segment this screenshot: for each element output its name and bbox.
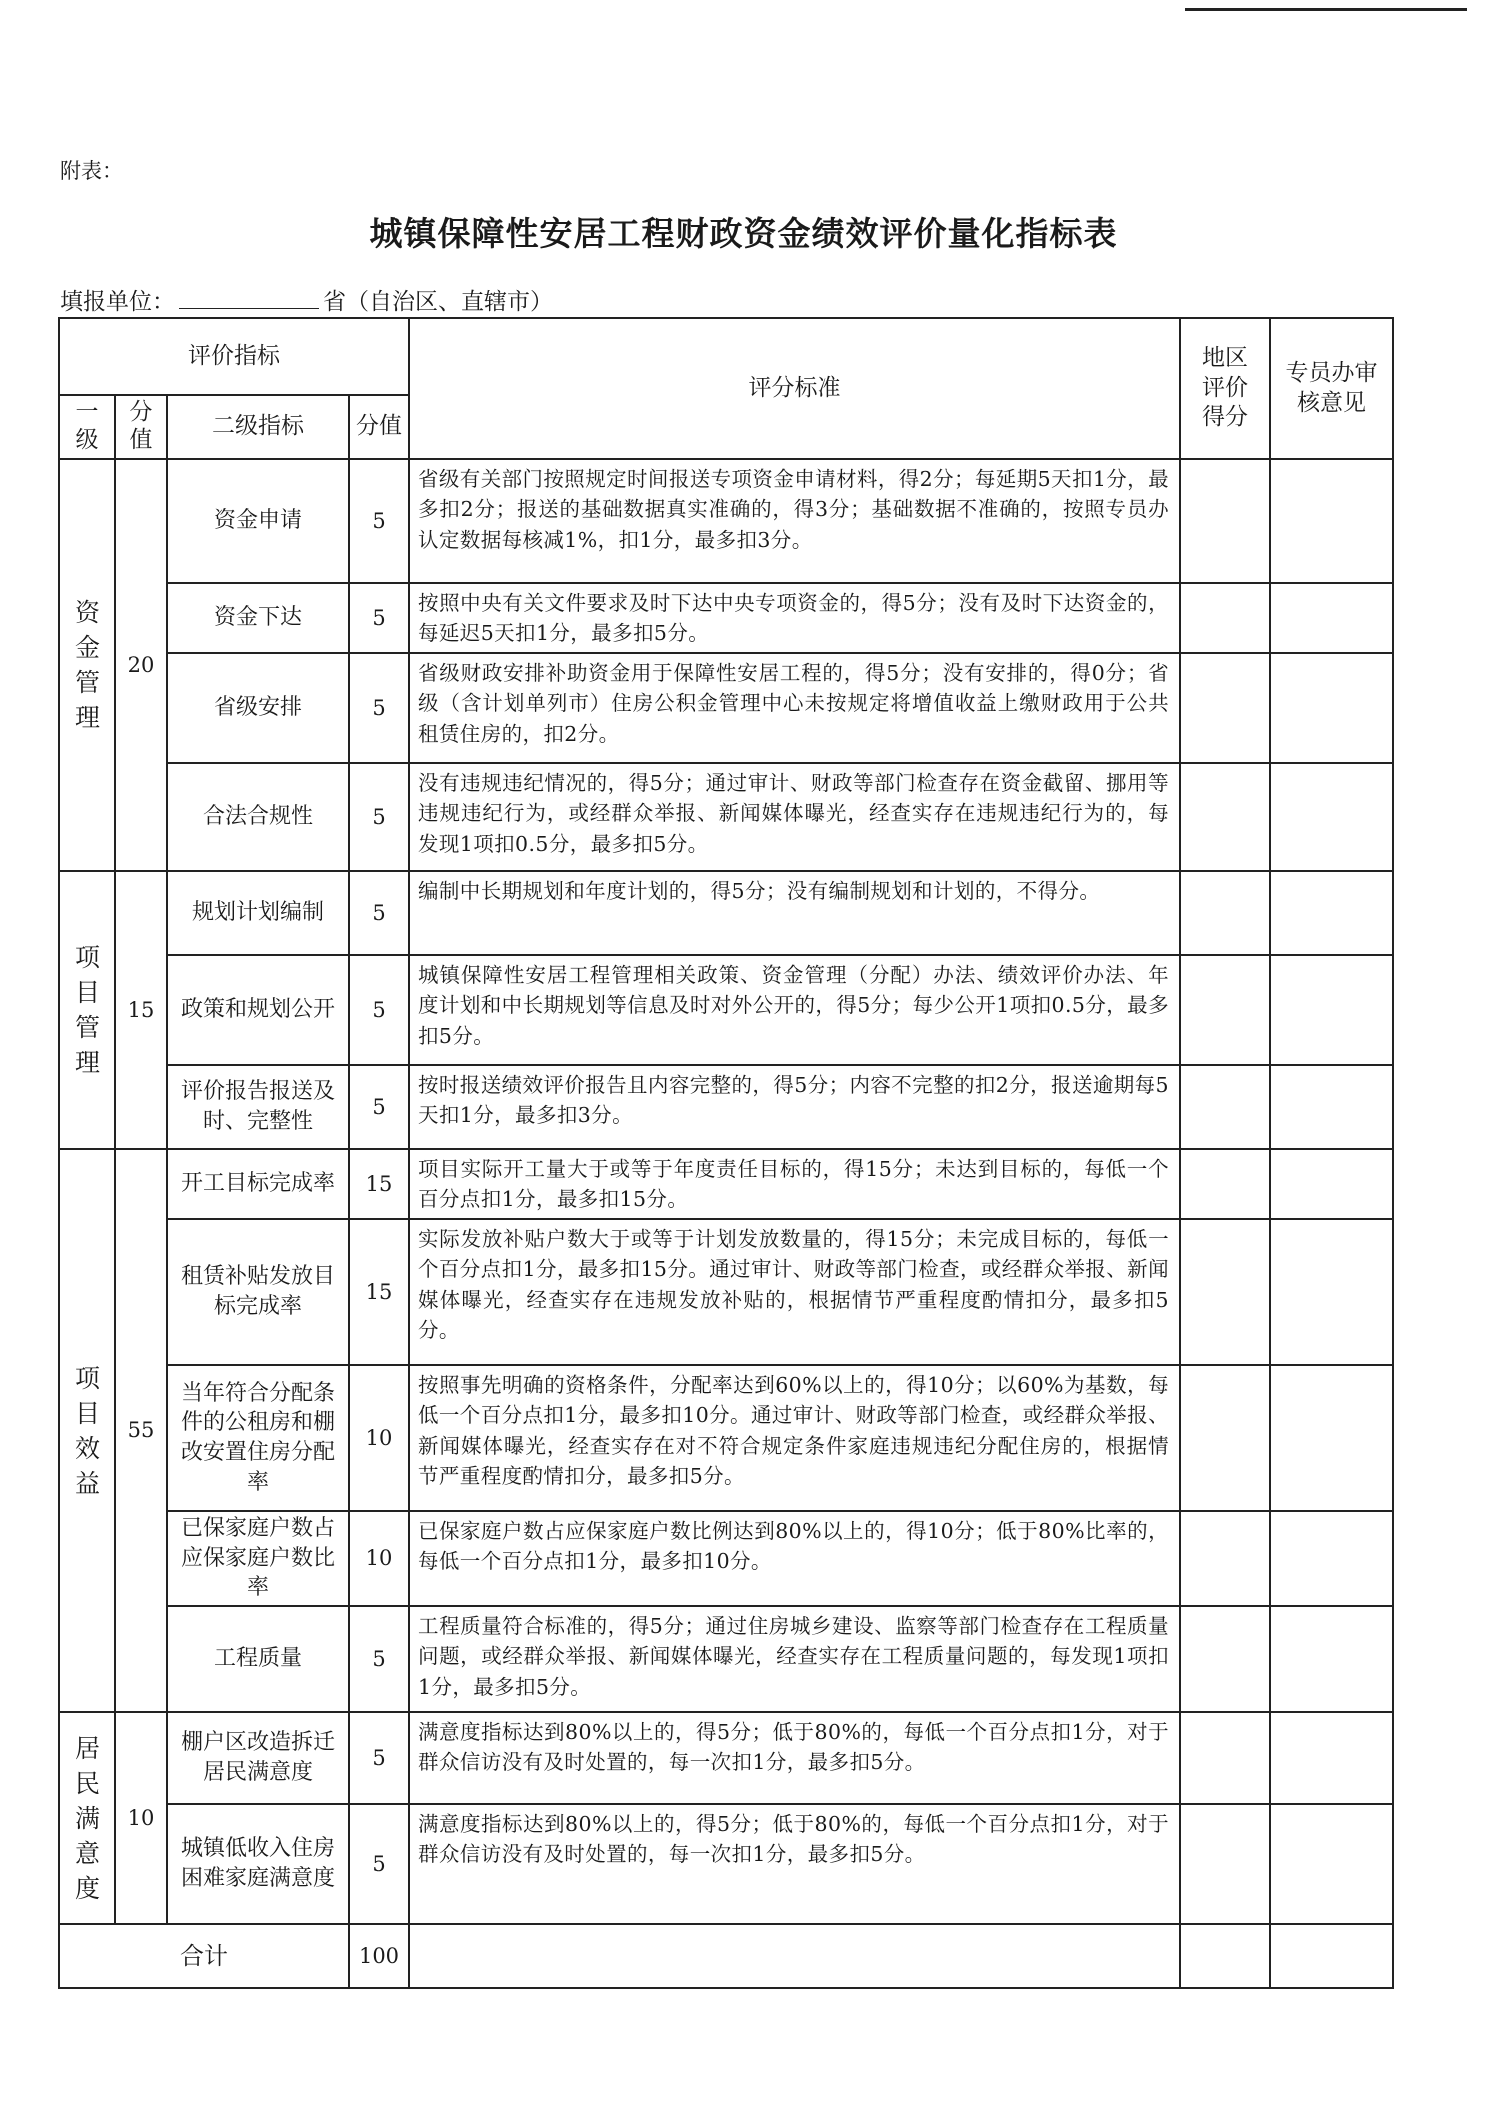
region-score-cell[interactable] <box>1180 459 1270 583</box>
evaluation-table <box>58 317 1394 1989</box>
level2-score: 10 <box>349 1365 409 1511</box>
level2-indicator: 政策和规划公开 <box>167 955 349 1065</box>
level2-score: 5 <box>349 1606 409 1712</box>
table-row <box>59 1804 1393 1924</box>
fill-unit-line <box>60 283 553 316</box>
scoring-criteria: 省级财政安排补助资金用于保障性安居工程的，得5分；没有安排的，得0分；省级（含计划单列市）住房公积金管理中心未按规定将增值收益上缴财政用于公共租赁住房的，扣2分。 <box>409 653 1180 763</box>
region-score-cell[interactable] <box>1180 653 1270 763</box>
level2-score: 5 <box>349 955 409 1065</box>
review-opinion-cell[interactable] <box>1270 955 1393 1065</box>
level2-indicator: 资金下达 <box>167 583 349 653</box>
region-score-cell[interactable] <box>1180 1219 1270 1365</box>
level1-score: 20 <box>115 459 167 871</box>
fill-unit-suffix: 省（自治区、直辖市） <box>323 289 553 315</box>
level2-indicator: 资金申请 <box>167 459 349 583</box>
top-rule <box>1185 8 1467 11</box>
total-label: 合计 <box>59 1924 349 1988</box>
level1-category: 居民满意度 <box>59 1712 115 1924</box>
total-score: 100 <box>349 1924 409 1988</box>
level1-category: 项目管理 <box>59 871 115 1149</box>
review-opinion-cell[interactable] <box>1270 1065 1393 1149</box>
level1-category: 项目效益 <box>59 1149 115 1712</box>
level2-score: 5 <box>349 653 409 763</box>
review-opinion-cell[interactable] <box>1270 871 1393 955</box>
level2-indicator: 城镇低收入住房困难家庭满意度 <box>167 1804 349 1924</box>
region-score-cell[interactable] <box>1180 1606 1270 1712</box>
table-row <box>59 1712 1393 1804</box>
level2-indicator: 开工目标完成率 <box>167 1149 349 1219</box>
level1-score: 15 <box>115 871 167 1149</box>
header-score: 分值 <box>115 395 167 459</box>
level2-score: 15 <box>349 1149 409 1219</box>
scoring-criteria: 实际发放补贴户数大于或等于计划发放数量的，得15分；未完成目标的，每低一个百分点扣1分，最多扣15分。通过审计、财政等部门检查，或经群众举报、新闻媒体曝光，经查实存在违规发放补贴的，根据情节严重程度酌情扣分，最多扣5分。 <box>409 1219 1180 1365</box>
fill-unit-label: 填报单位： <box>60 289 175 315</box>
region-score-cell[interactable] <box>1180 763 1270 871</box>
review-opinion-cell[interactable] <box>1270 763 1393 871</box>
scoring-criteria: 城镇保障性安居工程管理相关政策、资金管理（分配）办法、绩效评价办法、年度计划和中长期规划等信息及时对外公开的，得5分；每少公开1项扣0.5分，最多扣5分。 <box>409 955 1180 1065</box>
region-score-cell[interactable] <box>1180 871 1270 955</box>
level2-score: 5 <box>349 1804 409 1924</box>
level2-score: 5 <box>349 459 409 583</box>
level2-indicator: 合法合规性 <box>167 763 349 871</box>
header-row-1 <box>59 318 1393 395</box>
level2-indicator: 棚户区改造拆迁居民满意度 <box>167 1712 349 1804</box>
level2-score: 5 <box>349 871 409 955</box>
total-criteria-cell <box>409 1924 1180 1988</box>
level1-score: 55 <box>115 1149 167 1712</box>
review-opinion-cell[interactable] <box>1270 1511 1393 1606</box>
review-opinion-cell[interactable] <box>1270 1712 1393 1804</box>
level2-score: 5 <box>349 1065 409 1149</box>
level2-indicator: 工程质量 <box>167 1606 349 1712</box>
level2-score: 5 <box>349 583 409 653</box>
total-region-score-cell[interactable] <box>1180 1924 1270 1988</box>
region-score-cell[interactable] <box>1180 1149 1270 1219</box>
level1-score: 10 <box>115 1712 167 1924</box>
scoring-criteria: 工程质量符合标准的，得5分；通过住房城乡建设、监察等部门检查存在工程质量问题，或经群众举报、新闻媒体曝光，经查实存在工程质量问题的，每发现1项扣1分，最多扣5分。 <box>409 1606 1180 1712</box>
level2-indicator: 省级安排 <box>167 653 349 763</box>
table-row <box>59 1219 1393 1365</box>
table-row <box>59 955 1393 1065</box>
region-score-cell[interactable] <box>1180 583 1270 653</box>
review-opinion-cell[interactable] <box>1270 653 1393 763</box>
region-score-cell[interactable] <box>1180 1365 1270 1511</box>
scoring-criteria: 按照事先明确的资格条件，分配率达到60%以上的，得10分；以60%为基数，每低一个百分点扣1分，最多扣10分。通过审计、财政等部门检查，或经群众举报、新闻媒体曝光，经查实存在对不符合规定条件家庭违规违纪分配住房的，根据情节严重程度酌情扣分，最多扣5分。 <box>409 1365 1180 1511</box>
scoring-criteria: 已保家庭户数占应保家庭户数比例达到80%以上的，得10分；低于80%比率的，每低一个百分点扣1分，最多扣10分。 <box>409 1511 1180 1606</box>
table-row <box>59 1606 1393 1712</box>
level2-score: 5 <box>349 763 409 871</box>
region-score-cell[interactable] <box>1180 955 1270 1065</box>
region-score-cell[interactable] <box>1180 1712 1270 1804</box>
scoring-criteria: 项目实际开工量大于或等于年度责任目标的，得15分；未达到目标的，每低一个百分点扣1分，最多扣15分。 <box>409 1149 1180 1219</box>
attachment-label: 附表： <box>60 159 123 183</box>
region-score-cell[interactable] <box>1180 1065 1270 1149</box>
level2-score: 5 <box>349 1712 409 1804</box>
header-level2-score: 分值 <box>349 395 409 459</box>
scoring-criteria: 满意度指标达到80%以上的，得5分；低于80%的，每低一个百分点扣1分，对于群众信访没有及时处置的，每一次扣1分，最多扣5分。 <box>409 1712 1180 1804</box>
level2-indicator: 当年符合分配条件的公租房和棚改安置住房分配率 <box>167 1365 349 1511</box>
fill-unit-blank[interactable] <box>179 308 319 309</box>
level2-indicator: 已保家庭户数占应保家庭户数比率 <box>167 1511 349 1606</box>
header-indicator: 评价指标 <box>59 318 409 395</box>
table-row <box>59 459 1393 583</box>
review-opinion-cell[interactable] <box>1270 1219 1393 1365</box>
document-title: 城镇保障性安居工程财政资金绩效评价量化指标表 <box>369 214 1118 253</box>
table-row <box>59 1149 1393 1219</box>
level2-score: 15 <box>349 1219 409 1365</box>
level2-score: 10 <box>349 1511 409 1606</box>
scoring-criteria: 按照中央有关文件要求及时下达中央专项资金的，得5分；没有及时下达资金的，每延迟5天扣1分，最多扣5分。 <box>409 583 1180 653</box>
table-body <box>59 318 1393 1988</box>
header-criteria: 评分标准 <box>409 318 1180 459</box>
table-row <box>59 653 1393 763</box>
review-opinion-cell[interactable] <box>1270 459 1393 583</box>
scoring-criteria: 编制中长期规划和年度计划的，得5分；没有编制规划和计划的，不得分。 <box>409 871 1180 955</box>
header-level1: 一级 <box>59 395 115 459</box>
level2-indicator: 租赁补贴发放目标完成率 <box>167 1219 349 1365</box>
review-opinion-cell[interactable] <box>1270 1606 1393 1712</box>
scoring-criteria: 省级有关部门按照规定时间报送专项资金申请材料，得2分；每延期5天扣1分，最多扣2分；报送的基础数据真实准确的，得3分；基础数据不准确的，按照专员办认定数据每核减1%，扣1分，最多扣3分。 <box>409 459 1180 583</box>
level1-category: 资金管理 <box>59 459 115 871</box>
header-region-score: 地区评价得分 <box>1180 318 1270 459</box>
table-row <box>59 1065 1393 1149</box>
level2-indicator: 规划计划编制 <box>167 871 349 955</box>
region-score-cell[interactable] <box>1180 1511 1270 1606</box>
table-row <box>59 871 1393 955</box>
scoring-criteria: 满意度指标达到80%以上的，得5分；低于80%的，每低一个百分点扣1分，对于群众信访没有及时处置的，每一次扣1分，最多扣5分。 <box>409 1804 1180 1924</box>
header-level2: 二级指标 <box>167 395 349 459</box>
review-opinion-cell[interactable] <box>1270 583 1393 653</box>
table-row <box>59 1511 1393 1606</box>
level2-indicator: 评价报告报送及时、完整性 <box>167 1065 349 1149</box>
review-opinion-cell[interactable] <box>1270 1149 1393 1219</box>
table-row <box>59 763 1393 871</box>
total-review-cell[interactable] <box>1270 1924 1393 1988</box>
total-row <box>59 1924 1393 1988</box>
table-row <box>59 1365 1393 1511</box>
scoring-criteria: 按时报送绩效评价报告且内容完整的，得5分；内容不完整的扣2分，报送逾期每5天扣1分，最多扣3分。 <box>409 1065 1180 1149</box>
region-score-cell[interactable] <box>1180 1804 1270 1924</box>
header-review: 专员办审核意见 <box>1270 318 1393 459</box>
table-row <box>59 583 1393 653</box>
review-opinion-cell[interactable] <box>1270 1365 1393 1511</box>
review-opinion-cell[interactable] <box>1270 1804 1393 1924</box>
scoring-criteria: 没有违规违纪情况的，得5分；通过审计、财政等部门检查存在资金截留、挪用等违规违纪行为，或经群众举报、新闻媒体曝光，经查实存在违规违纪行为的，每发现1项扣0.5分，最多扣5分。 <box>409 763 1180 871</box>
